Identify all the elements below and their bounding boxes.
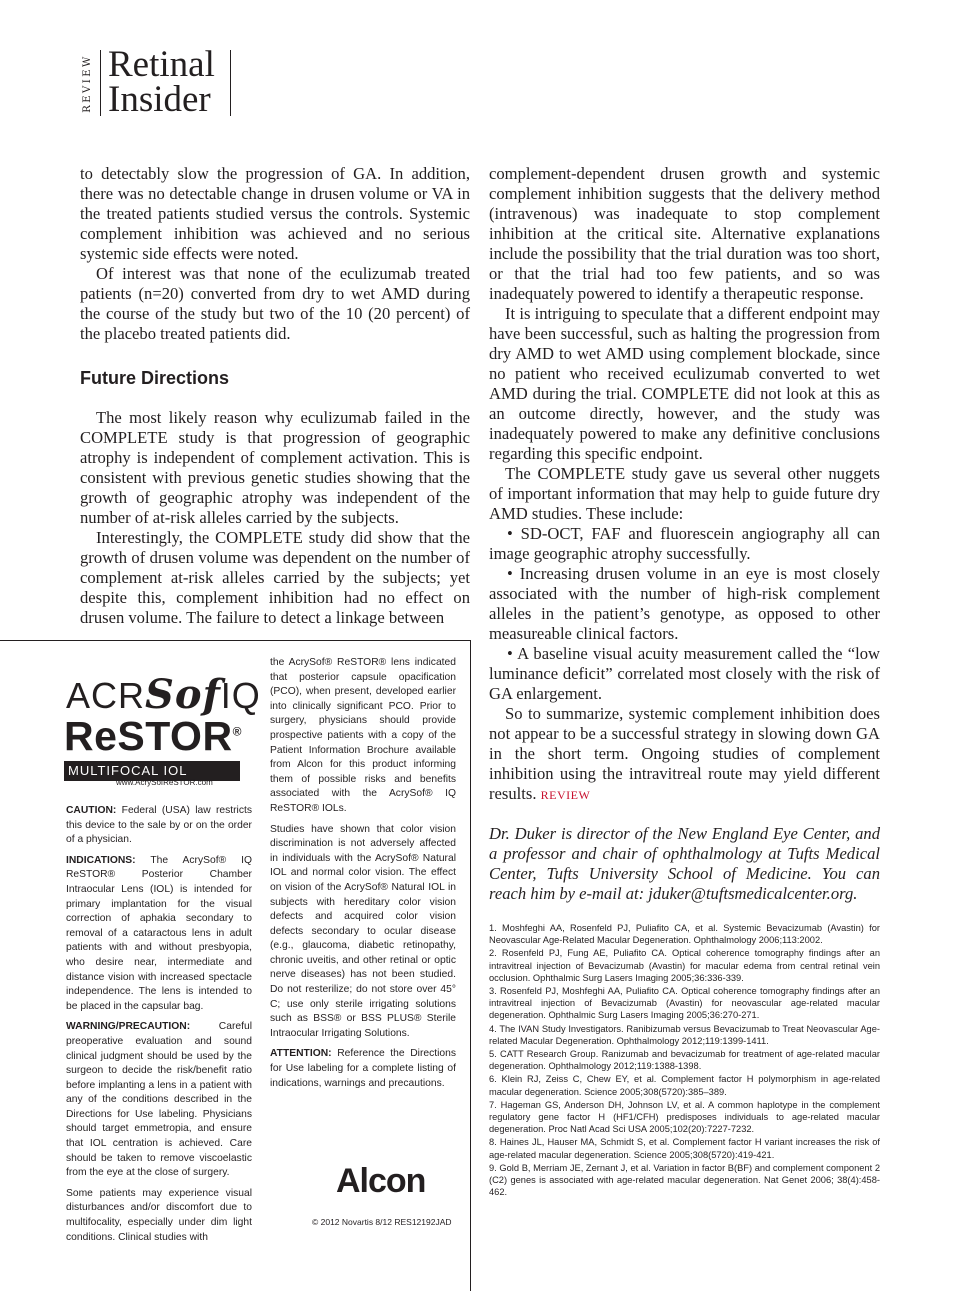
end-review-tag: REVIEW (540, 788, 591, 802)
ad-column-right (270, 656, 456, 1097)
some-patients-text: Some patients may experience visual disturbances and/or discomfort due to multifocality, especially under dim light conditions. Clinical studies with (66, 1187, 252, 1243)
section-heading: Future Directions (80, 368, 230, 388)
references-list (489, 922, 880, 1199)
paragraph (489, 704, 880, 805)
reference-item: 7. Hageman GS, Anderson DH, Johnson LV, et al. A common haplotype in the complement regulatory gene factor H (HF1/CFH) predisposes individuals to age-related macular degeneration. Proc Natl Acad Sci USA 2005;102(20):7227-7232. (489, 1099, 880, 1135)
logo-multifocal-bar: MULTIFOCAL IOL (64, 761, 240, 781)
alcon-logo: Alcon (336, 1162, 426, 1200)
paragraph: The most likely reason why eculizumab failed in the COMPLETE study is that progression of geographic atrophy is independent of complement activation. This is consistent with previous genetic studies showing that the growth of geographic atrophy was independent of the number of at-risk alleles carried by the subjects. (80, 408, 470, 527)
reference-item: 4. The IVAN Study Investigators. Ranibizumab versus Bevacizumab to Treat Neovascular Age-related Macular Degeneration. Ophthalmology 2012;119:1399-1411. (489, 1023, 880, 1046)
reference-item: 6. Klein RJ, Zeiss C, Chew EY, et al. Complement factor H polymorphism in age-related macular degeneration. Science 2005;308(5720):385–389. (489, 1074, 880, 1097)
paragraph: to detectably slow the progression of GA. In addition, there was no detectable change in drusen volume or VA in the treated patients studied versus the controls. Systemic complement inhibition was achieved and no serious systemic side effects were noted. (80, 164, 470, 263)
attention-text: ATTENTION: Reference the Directions for Use labeling for a complete listing of indications, warnings and precautions. (270, 1048, 456, 1089)
ad-copyright: © 2012 Novartis 8/12 RES12192JAD (312, 1217, 452, 1227)
paragraph: It is intriguing to speculate that a different endpoint may have been successful, such as halting the progression from dry AMD to wet AMD using complement blockade, since no patient who received eculizumab converted to wet AMD during the trial. COMPLETE did not look at this as an outcome directly, however, and the study was inadequately powered to make any definitive conclusions regarding this specific endpoint. (489, 304, 880, 463)
logo-acrysof-iq: ACRSofIQ (66, 671, 261, 718)
paragraph: Of interest was that none of the eculizumab treated patients (n=20) converted from dry to wet AMD during the course of the study but two of the 10 (20 percent) of the placebo treated patients did. (80, 264, 470, 343)
indications-text: INDICATIONS: The AcrySof® IQ ReSTOR® Posterior Chamber Intraocular Lens (IOL) is intended for primary implantation for the visual correction of aphakia secondary to removal of a cataractous lens in adult patients with and without presbyopia, who desire near, intermediate and distance vision with increased spectacle independence. The lens is intended to be placed in the capsular bag. (66, 854, 252, 1012)
article-column-right (489, 164, 880, 805)
reference-item: 2. Rosenfeld PJ, Fung AE, Puliafito CA. Optical coherence tomography findings after an intravitreal injection of Bevacizumab (Avastin) for macular edema from central retinal vein occlusion. Ophthalmic Surg Lasers Imaging 2005;36:336-339. (489, 948, 880, 983)
reference-item: 8. Haines JL, Hauser MA, Schmidt S, et al. Complement factor H variant increases the risk of age-related macular degeneration. Science 2005;308(5720):419-421. (489, 1137, 880, 1160)
bullet-item: • Increasing drusen volume in an eye is most closely associated with the number of high-risk complement alleles in the patient’s genotype, as opposed to other measureable clinical factors. (489, 564, 880, 643)
masthead-title-line1: Retinal (108, 44, 215, 85)
reference-item: 1. Moshfeghi AA, Rosenfeld PJ, Puliafito CA, et al. Systemic Bevacizumab (Avastin) for Neovascular Age-Related Macular Degeneration. Ophthalmology 2006;113:2002. (489, 923, 880, 946)
acrysof-restor-logo (62, 663, 261, 791)
reference-item: 5. CATT Research Group. Ranizumab and bevacizumab for treatment of age-related macular degeneration. Ophthalmology 2012;119:1388-1398. (489, 1049, 880, 1072)
warning-text: WARNING/PRECAUTION: Careful preoperative evaluation and sound clinical judgment should be used by the surgeon to decide the risk/benefit ratio before implanting a lens in a patient with any of the conditions described in the Directions for Use labeling. Physicians should target emmetropia, and ensure that IOL centration is achieved. Care should be taken to remove viscoelastic from the eye at the close of surgery. (66, 1021, 252, 1179)
masthead (78, 44, 248, 120)
caution-text: CAUTION: Federal (USA) law restricts this device to the sale by or on the order of a physician. (66, 805, 252, 846)
ad-url: www.AcrySofReSTOR.com (116, 778, 213, 787)
article-column-left (80, 164, 470, 628)
paragraph: The COMPLETE study gave us several other nuggets of important information that may help to guide future dry AMD studies. These include: (489, 464, 880, 523)
pco-text: the AcrySof® ReSTOR® lens indicated that posterior capsule opacification (PCO), when present, developed earlier into clinically significant PCO. Prior to surgery, physicians should provide prospective patients with a copy of the Patient Information Brochure available from Alcon for this product informing them of possible risks and benefits associated with the AcrySof® IQ ReSTOR® IOLs. (270, 657, 456, 814)
paragraph-text: So to summarize, systemic complement inhibition does not appear to be a successful strategy in slowing down GA in the short term. Ongoing studies of complement inhibition using the intravitreal route may yield different results. (489, 704, 880, 803)
paragraph: Interestingly, the COMPLETE study did show that the growth of drusen volume was dependent on the number of complement at-risk alleles carried by the subjects; yet despite this, complement inhibition had no effect on drusen volume. The failure to detect a linkage between (80, 528, 470, 627)
bullet-item: • A baseline visual acuity measurement called the “low luminance deficit” correlated most closely with the risk of GA enlargement. (489, 644, 880, 703)
reference-item: 9. Gold B, Merriam JE, Zernant J, et al. Variation in factor B(BF) and complement component 2 (C2) genes is associated with age-related macular degeneration. Nat Genet 2006; 38(4):458-462. (489, 1162, 880, 1198)
ad-column-left (66, 804, 252, 1251)
reference-item: 3. Rosenfeld PJ, Moshfeghi AA, Puliafito CA. Optical coherence tomography findings after an intravitreal injection of Bevacizumab (Avastin) for neovascular age-related macular degeneration. Ophthalmic Surg Lasers Imaging 2005;36:270-271. (489, 986, 880, 1021)
masthead-rule-left (100, 50, 101, 116)
masthead-title-line2: Insider (108, 79, 211, 120)
author-bio: Dr. Duker is director of the New England Eye Center, and a professor and chair of ophthalmology at Tufts Medical Center, Tufts University School of Medicine. You can reach him by e-mail at: jduker@tuftsmedicalcenter.org. (489, 824, 880, 903)
bullet-item: • SD-OCT, FAF and fluorescein angiography all can image geographic atrophy successfully. (489, 524, 880, 563)
review-label-vertical: REVIEW (81, 53, 93, 113)
color-vision-text: Studies have shown that color vision discrimination is not adversely affected in individuals with the AcrySof® Natural IOL and normal color vision. The effect on vision of the AcrySof® Natural IOL in subjects with hereditary color vision defects and acquired color vision defects secondary to ocular disease (e.g., glaucoma, diabetic retinopathy, chronic uveitis, and other retinal or optic nerve diseases) has not been studied. Do not resterilize; do not store over 45° C; use only sterile irrigating solutions such as BSS® or BSS PLUS® Sterile Intraocular Irrigating Solutions. (270, 823, 456, 1039)
paragraph: complement-dependent drusen growth and systemic complement inhibition suggests that the delivery method (intravenous) was inadequate to stop complement inhibition at the critical site. Alternative explanations include the possibility that the trial duration was too short, or that the trial had too few patients, and so was inadequately powered to identify a therapeutic response. (489, 164, 880, 303)
masthead-rule-right (230, 50, 231, 116)
logo-restor: ReSTOR® (64, 713, 242, 759)
